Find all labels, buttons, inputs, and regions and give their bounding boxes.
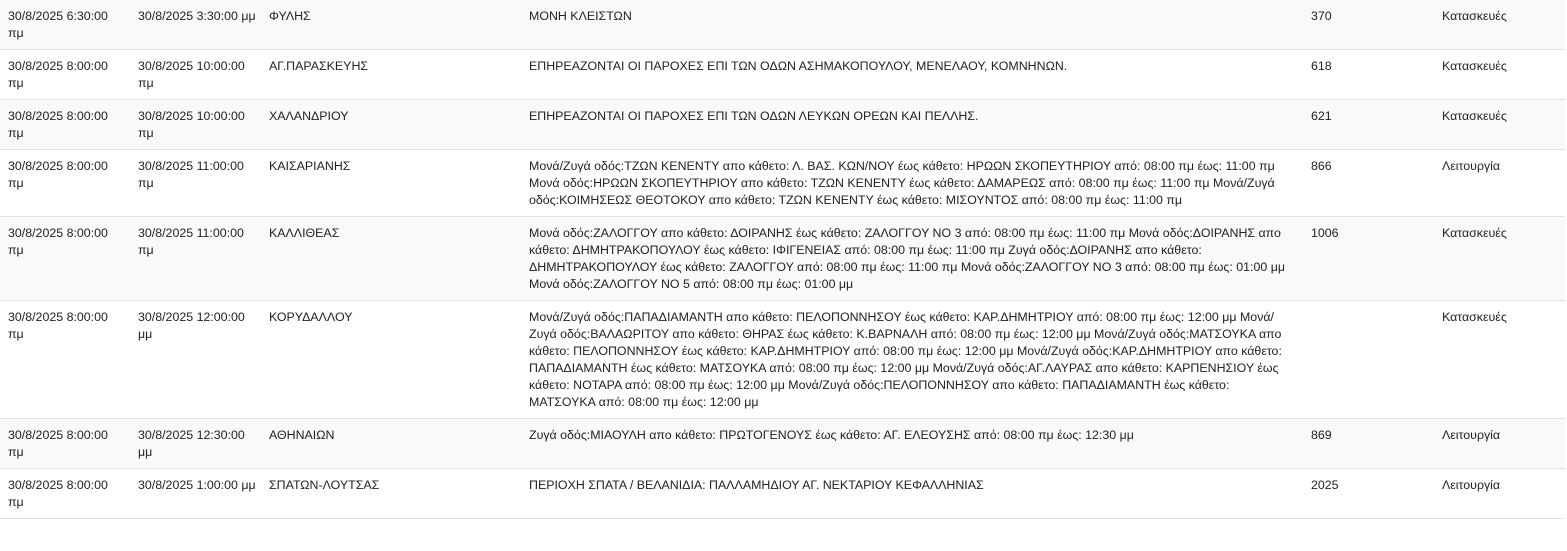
cause-cell: Κατασκευές — [1442, 9, 1507, 23]
number-cell: 866 — [1311, 159, 1332, 173]
table-row — [0, 150, 1565, 217]
end-time-cell: 30/8/2025 1:00:00 μμ — [138, 478, 256, 492]
number-cell: 2025 — [1311, 478, 1339, 492]
start-time-cell: 30/8/2025 8:00:00 πμ — [8, 109, 108, 140]
area-cell: ΚΑΙΣΑΡΙΑΝΗΣ — [269, 159, 351, 173]
table-row — [0, 301, 1565, 419]
start-time-cell: 30/8/2025 8:00:00 πμ — [8, 159, 108, 190]
end-time-cell: 30/8/2025 10:00:00 πμ — [138, 109, 245, 140]
area-cell: ΧΑΛΑΝΔΡΙΟΥ — [269, 109, 349, 123]
table-row — [0, 50, 1565, 100]
description-cell: Μονά/Ζυγά οδός:ΤΖΩΝ ΚΕΝΕΝΤΥ απο κάθετο: Λ. ΒΑΣ. ΚΩΝ/ΝΟΥ έως κάθετο: ΗΡΩΩΝ ΣΚΟΠΕΥΤΗΡΙΟΥ από: 08:00 πμ έως: 11:00 πμ Μονά οδός:ΗΡΩΩΝ ΣΚΟΠΕΥΤΗΡΙΟΥ απο κάθετο: ΤΖΩΝ ΚΕΝΕΝΤΥ έως κάθετο: ΔΑΜΑΡΕΩΣ από: 08:00 πμ έως: 11:00 πμ Μονά/Ζυγά οδός:ΚΟΙΜΗΣΕΩΣ ΘΕΟΤΟΚΟΥ απο κάθετο: ΤΖΩΝ ΚΕΝΕΝΤΥ έως κάθετο: ΜΙΣΟΥΝΤΟΣ από: 08:00 πμ έως: 11:00 πμ — [529, 159, 1275, 207]
description-cell: Μονά/Ζυγά οδός:ΠΑΠΑΔΙΑΜΑΝΤΗ απο κάθετο: ΠΕΛΟΠΟΝΝΗΣΟΥ έως κάθετο: ΚΑΡ.ΔΗΜΗΤΡΙΟΥ από: 08:00 πμ έως: 12:00 μμ Μονά/Ζυγά οδός:ΒΑΛΑΩΡΙΤΟΥ απο κάθετο: ΘΗΡΑΣ έως κάθετο: Κ.ΒΑΡΝΑΛΗ από: 08:00 πμ έως: 12:00 μμ Μονά/Ζυγά οδός:ΜΑΤΣΟΥΚΑ απο κάθετο: ΠΕΛΟΠΟΝΝΗΣΟΥ έως κάθετο: ΚΑΡ.ΔΗΜΗΤΡΙΟΥ από: 08:00 πμ έως: 12:00 μμ Μονά/Ζυγά οδός:ΚΑΡ.ΔΗΜΗΤΡΙΟΥ απο κάθετο: ΠΑΠΑΔΙΑΜΑΝΤΗ έως κάθετο: ΜΑΤΣΟΥΚΑ από: 08:00 πμ έως: 12:00 μμ Μονά/Ζυγά οδός:ΑΓ.ΛΑΥΡΑΣ απο κάθετο: ΚΑΡΠΕΝΗΣΙΟΥ έως κάθετο: ΝΟΤΑΡΑ από: 08:00 πμ έως: 12:00 μμ Μονά/Ζυγά οδός:ΠΕΛΟΠΟΝΝΗΣΟΥ απο κάθετο: ΠΑΠΑΔΙΑΜΑΝΤΗ έως κάθετο: ΜΑΤΣΟΥΚΑ από: 08:00 πμ έως: 12:00 μμ — [529, 310, 1282, 409]
start-time-cell: 30/8/2025 8:00:00 πμ — [8, 310, 108, 341]
table-row — [0, 217, 1565, 301]
end-time-cell: 30/8/2025 10:00:00 πμ — [138, 59, 245, 90]
description-cell: ΕΠΗΡΕΑΖΟΝΤΑΙ ΟΙ ΠΑΡΟΧΕΣ ΕΠΙ ΤΩΝ ΟΔΩΝ ΛΕΥΚΩΝ ΟΡΕΩΝ ΚΑΙ ΠΕΛΛΗΣ. — [529, 109, 979, 123]
number-cell: 1006 — [1311, 226, 1339, 240]
cause-cell: Κατασκευές — [1442, 310, 1507, 324]
number-cell: 618 — [1311, 59, 1332, 73]
area-cell: ΚΑΛΛΙΘΕΑΣ — [269, 226, 340, 240]
table-row — [0, 100, 1565, 150]
table-row — [0, 469, 1565, 519]
table-row — [0, 0, 1565, 50]
start-time-cell: 30/8/2025 8:00:00 πμ — [8, 59, 108, 90]
description-cell: ΜΟΝΗ ΚΛΕΙΣΤΩΝ — [529, 9, 632, 23]
cause-cell: Κατασκευές — [1442, 109, 1507, 123]
end-time-cell: 30/8/2025 11:00:00 πμ — [138, 226, 244, 257]
number-cell: 869 — [1311, 428, 1332, 442]
end-time-cell: 30/8/2025 12:00:00 μμ — [138, 310, 245, 341]
end-time-cell: 30/8/2025 3:30:00 μμ — [138, 9, 256, 23]
description-cell: Μονά οδός:ΖΑΛΟΓΓΟΥ απο κάθετο: ΔΟΙΡΑΝΗΣ έως κάθετο: ΖΑΛΟΓΓΟΥ ΝΟ 3 από: 08:00 πμ έως: 11:00 πμ Μονά οδός:ΔΟΙΡΑΝΗΣ απο κάθετο: ΔΗΜΗΤΡΑΚΟΠΟΥΛΟΥ έως κάθετο: ΙΦΙΓΕΝΕΙΑΣ από: 08:00 πμ έως: 11:00 πμ Ζυγά οδός:ΔΟΙΡΑΝΗΣ απο κάθετο: ΔΗΜΗΤΡΑΚΟΠΟΥΛΟΥ έως κάθετο: ΖΑΛΟΓΓΟΥ από: 08:00 πμ έως: 11:00 πμ Μονά οδός:ΖΑΛΟΓΓΟΥ ΝΟ 3 από: 08:00 πμ έως: 01:00 μμ Μονά οδός:ΖΑΛΟΓΓΟΥ ΝΟ 5 από: 08:00 πμ έως: 01:00 μμ — [529, 226, 1286, 291]
cause-cell: Κατασκευές — [1442, 226, 1507, 240]
end-time-cell: 30/8/2025 12:30:00 μμ — [138, 428, 245, 459]
area-cell: ΣΠΑΤΩΝ-ΛΟΥΤΣΑΣ — [269, 478, 380, 492]
area-cell: ΑΘΗΝΑΙΩΝ — [269, 428, 335, 442]
number-cell: 621 — [1311, 109, 1332, 123]
cause-cell: Λειτουργία — [1442, 159, 1501, 173]
start-time-cell: 30/8/2025 6:30:00 πμ — [8, 9, 108, 40]
number-cell: 370 — [1311, 9, 1332, 23]
description-cell: Ζυγά οδός:ΜΙΑΟΥΛΗ απο κάθετο: ΠΡΩΤΟΓΕΝΟΥΣ έως κάθετο: ΑΓ. ΕΛΕΟΥΣΗΣ από: 08:00 πμ έως: 12:30 μμ — [529, 428, 1134, 442]
number-cell — [1303, 301, 1434, 419]
area-cell: ΦΥΛΗΣ — [269, 9, 311, 23]
table-row — [0, 419, 1565, 469]
cause-cell: Κατασκευές — [1442, 59, 1507, 73]
cause-cell: Λειτουργία — [1442, 428, 1501, 442]
end-time-cell: 30/8/2025 11:00:00 πμ — [138, 159, 244, 190]
area-cell: ΑΓ.ΠΑΡΑΣΚΕΥΗΣ — [269, 59, 369, 73]
area-cell: ΚΟΡΥΔΑΛΛΟΥ — [269, 310, 353, 324]
start-time-cell: 30/8/2025 8:00:00 πμ — [8, 226, 108, 257]
description-cell: ΕΠΗΡΕΑΖΟΝΤΑΙ ΟΙ ΠΑΡΟΧΕΣ ΕΠΙ ΤΩΝ ΟΔΩΝ ΑΣΗΜΑΚΟΠΟΥΛΟΥ, ΜΕΝΕΛΑΟΥ, ΚΟΜΝΗΝΩΝ. — [529, 59, 1068, 73]
cause-cell: Λειτουργία — [1442, 478, 1501, 492]
description-cell: ΠΕΡΙΟΧΗ ΣΠΑΤΑ / ΒΕΛΑΝΙΔΙΑ: ΠΑΛΛΑΜΗΔΙΟΥ ΑΓ. ΝΕΚΤΑΡΙΟΥ ΚΕΦΑΛΛΗΝΙΑΣ — [529, 478, 984, 492]
start-time-cell: 30/8/2025 8:00:00 πμ — [8, 478, 108, 509]
start-time-cell: 30/8/2025 8:00:00 πμ — [8, 428, 108, 459]
